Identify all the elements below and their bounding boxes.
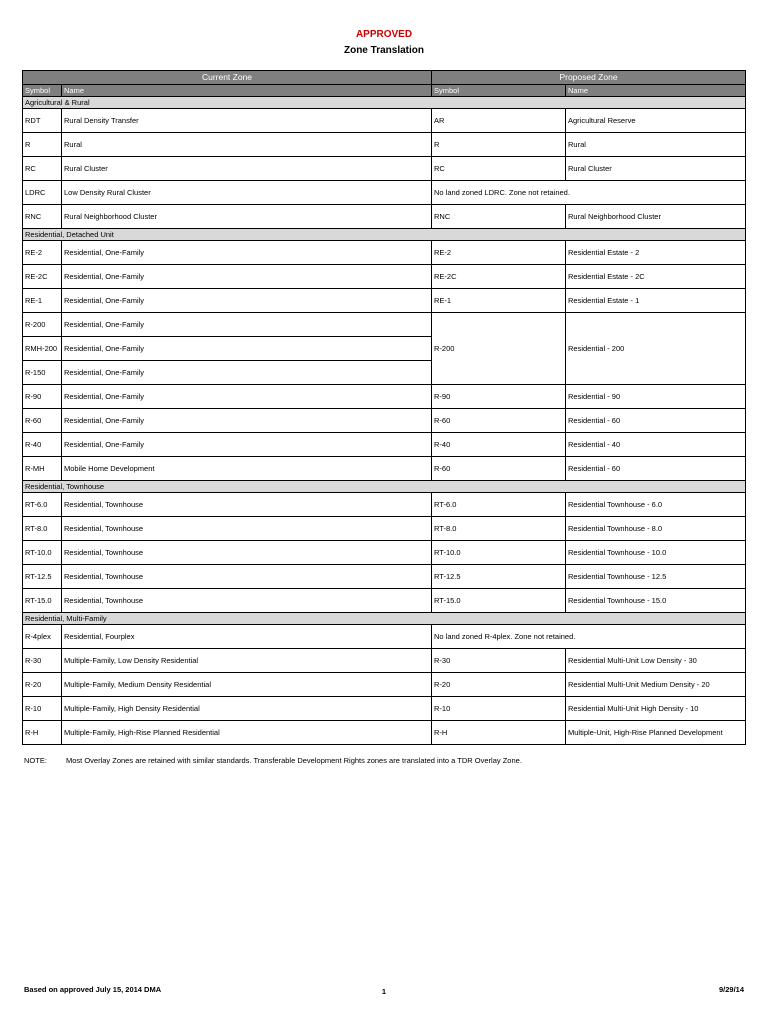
proposed-name: Residential Townhouse - 10.0 — [566, 541, 746, 565]
table-row — [23, 409, 746, 433]
proposed-name: Rural Neighborhood Cluster — [566, 205, 746, 229]
current-name: Residential, Townhouse — [62, 517, 432, 541]
current-name: Residential, One-Family — [62, 361, 432, 385]
current-name: Residential, Townhouse — [62, 541, 432, 565]
current-symbol-header: Symbol — [23, 85, 62, 97]
current-symbol: R-40 — [23, 433, 62, 457]
note-label: NOTE: — [24, 756, 47, 765]
current-symbol: R-20 — [23, 673, 62, 697]
current-symbol: RT-12.5 — [23, 565, 62, 589]
current-symbol: RE-1 — [23, 289, 62, 313]
table-row — [23, 433, 746, 457]
not-retained-note: No land zoned R-4plex. Zone not retained. — [432, 625, 746, 649]
table-row — [23, 109, 746, 133]
proposed-symbol: AR — [432, 109, 566, 133]
current-symbol: R-200 — [23, 313, 62, 337]
current-name: Low Density Rural Cluster — [62, 181, 432, 205]
proposed-name: Residential - 40 — [566, 433, 746, 457]
current-symbol: R-MH — [23, 457, 62, 481]
proposed-symbol: R — [432, 133, 566, 157]
proposed-symbol: R-40 — [432, 433, 566, 457]
proposed-name: Agricultural Reserve — [566, 109, 746, 133]
table-row — [23, 721, 746, 745]
table-row — [23, 181, 746, 205]
current-name: Residential, One-Family — [62, 313, 432, 337]
proposed-name: Residential Townhouse - 15.0 — [566, 589, 746, 613]
section-residential-detached: Residential, Detached Unit — [23, 229, 746, 241]
table-row — [23, 565, 746, 589]
proposed-name: Residential Townhouse - 8.0 — [566, 517, 746, 541]
current-name: Residential, One-Family — [62, 433, 432, 457]
current-name: Rural Cluster — [62, 157, 432, 181]
current-symbol: RDT — [23, 109, 62, 133]
footer-date: 9/29/14 — [718, 985, 744, 994]
table-row — [23, 589, 746, 613]
proposed-name: Residential Estate - 2C — [566, 265, 746, 289]
current-symbol: RT-15.0 — [23, 589, 62, 613]
proposed-name: Residential Townhouse - 6.0 — [566, 493, 746, 517]
proposed-symbol: R-30 — [432, 649, 566, 673]
footer-source: Based on approved July 15, 2014 DMA — [24, 985, 162, 994]
proposed-name: Residential - 200 — [566, 313, 746, 385]
current-name: Rural Density Transfer — [62, 109, 432, 133]
proposed-name: Residential Multi-Unit High Density - 10 — [566, 697, 746, 721]
proposed-name: Residential Multi-Unit Medium Density - 20 — [566, 673, 746, 697]
current-symbol: RMH-200 — [23, 337, 62, 361]
proposed-name: Residential - 60 — [566, 409, 746, 433]
proposed-symbol: R-20 — [432, 673, 566, 697]
current-symbol: R-4plex — [23, 625, 62, 649]
current-zone-header: Current Zone — [23, 71, 432, 85]
proposed-symbol: R-60 — [432, 457, 566, 481]
current-symbol: RE-2 — [23, 241, 62, 265]
proposed-name: Residential Multi-Unit Low Density - 30 — [566, 649, 746, 673]
current-name: Multiple-Family, Medium Density Residential — [62, 673, 432, 697]
table-row — [23, 673, 746, 697]
proposed-name: Rural Cluster — [566, 157, 746, 181]
current-name: Residential, Fourplex — [62, 625, 432, 649]
current-symbol: R-10 — [23, 697, 62, 721]
table-row — [23, 265, 746, 289]
proposed-symbol: RE-1 — [432, 289, 566, 313]
proposed-symbol: RNC — [432, 205, 566, 229]
current-symbol: RE-2C — [23, 265, 62, 289]
proposed-name: Rural — [566, 133, 746, 157]
proposed-symbol: RE-2C — [432, 265, 566, 289]
current-name: Mobile Home Development — [62, 457, 432, 481]
proposed-name-header: Name — [566, 85, 746, 97]
proposed-symbol: RE-2 — [432, 241, 566, 265]
proposed-name: Residential Townhouse - 12.5 — [566, 565, 746, 589]
table-row — [23, 133, 746, 157]
proposed-symbol: RT-12.5 — [432, 565, 566, 589]
current-symbol: RNC — [23, 205, 62, 229]
table-row — [23, 541, 746, 565]
proposed-name: Residential Estate - 1 — [566, 289, 746, 313]
proposed-symbol: R-10 — [432, 697, 566, 721]
current-symbol: RC — [23, 157, 62, 181]
table-row — [23, 205, 746, 229]
page-title: Zone Translation — [343, 45, 424, 56]
current-name: Residential, One-Family — [62, 265, 432, 289]
not-retained-note: No land zoned LDRC. Zone not retained. — [432, 181, 746, 205]
current-name-header: Name — [62, 85, 432, 97]
current-symbol: RT-8.0 — [23, 517, 62, 541]
approved-status: APPROVED — [355, 29, 413, 40]
current-symbol: R-60 — [23, 409, 62, 433]
table-row — [23, 697, 746, 721]
current-name: Multiple-Family, High Density Residential — [62, 697, 432, 721]
current-name: Residential, Townhouse — [62, 589, 432, 613]
current-name: Residential, One-Family — [62, 385, 432, 409]
table-row — [23, 625, 746, 649]
current-name: Residential, One-Family — [62, 409, 432, 433]
current-symbol: R — [23, 133, 62, 157]
current-name: Residential, Townhouse — [62, 565, 432, 589]
section-residential-townhouse: Residential, Townhouse — [23, 481, 746, 493]
proposed-zone-header: Proposed Zone — [432, 71, 746, 85]
current-symbol: R-150 — [23, 361, 62, 385]
current-symbol: R-90 — [23, 385, 62, 409]
current-name: Multiple-Family, Low Density Residential — [62, 649, 432, 673]
proposed-name: Multiple-Unit, High-Rise Planned Development — [566, 721, 746, 745]
proposed-name: Residential - 90 — [566, 385, 746, 409]
page-number: 1 — [381, 987, 387, 996]
proposed-name: Residential - 60 — [566, 457, 746, 481]
current-name: Residential, One-Family — [62, 241, 432, 265]
proposed-symbol: R-H — [432, 721, 566, 745]
proposed-symbol: RT-10.0 — [432, 541, 566, 565]
note — [24, 756, 522, 765]
proposed-symbol: R-200 — [432, 313, 566, 385]
current-name: Residential, One-Family — [62, 337, 432, 361]
table-row — [23, 457, 746, 481]
current-name: Rural — [62, 133, 432, 157]
current-symbol: R-30 — [23, 649, 62, 673]
section-residential-multi-family: Residential, Multi-Family — [23, 613, 746, 625]
current-name: Rural Neighborhood Cluster — [62, 205, 432, 229]
proposed-symbol: RC — [432, 157, 566, 181]
proposed-symbol: RT-8.0 — [432, 517, 566, 541]
proposed-symbol: R-60 — [432, 409, 566, 433]
proposed-symbol: RT-6.0 — [432, 493, 566, 517]
current-symbol: LDRC — [23, 181, 62, 205]
current-name: Multiple-Family, High-Rise Planned Residential — [62, 721, 432, 745]
table-row — [23, 493, 746, 517]
proposed-symbol: R-90 — [432, 385, 566, 409]
current-symbol: RT-10.0 — [23, 541, 62, 565]
table-row — [23, 157, 746, 181]
note-text: Most Overlay Zones are retained with similar standards. Transferable Development Rights zones are translated into a TDR Overlay Zone. — [66, 756, 522, 765]
zone-translation-table — [22, 70, 746, 745]
current-symbol: RT-6.0 — [23, 493, 62, 517]
proposed-name: Residential Estate - 2 — [566, 241, 746, 265]
current-name: Residential, One-Family — [62, 289, 432, 313]
proposed-symbol-header: Symbol — [432, 85, 566, 97]
proposed-symbol: RT-15.0 — [432, 589, 566, 613]
section-agricultural-rural: Agricultural & Rural — [23, 97, 746, 109]
current-symbol: R-H — [23, 721, 62, 745]
current-name: Residential, Townhouse — [62, 493, 432, 517]
table-row — [23, 517, 746, 541]
table-row — [23, 313, 746, 337]
table-row — [23, 289, 746, 313]
table-row — [23, 385, 746, 409]
table-row — [23, 241, 746, 265]
table-row — [23, 649, 746, 673]
